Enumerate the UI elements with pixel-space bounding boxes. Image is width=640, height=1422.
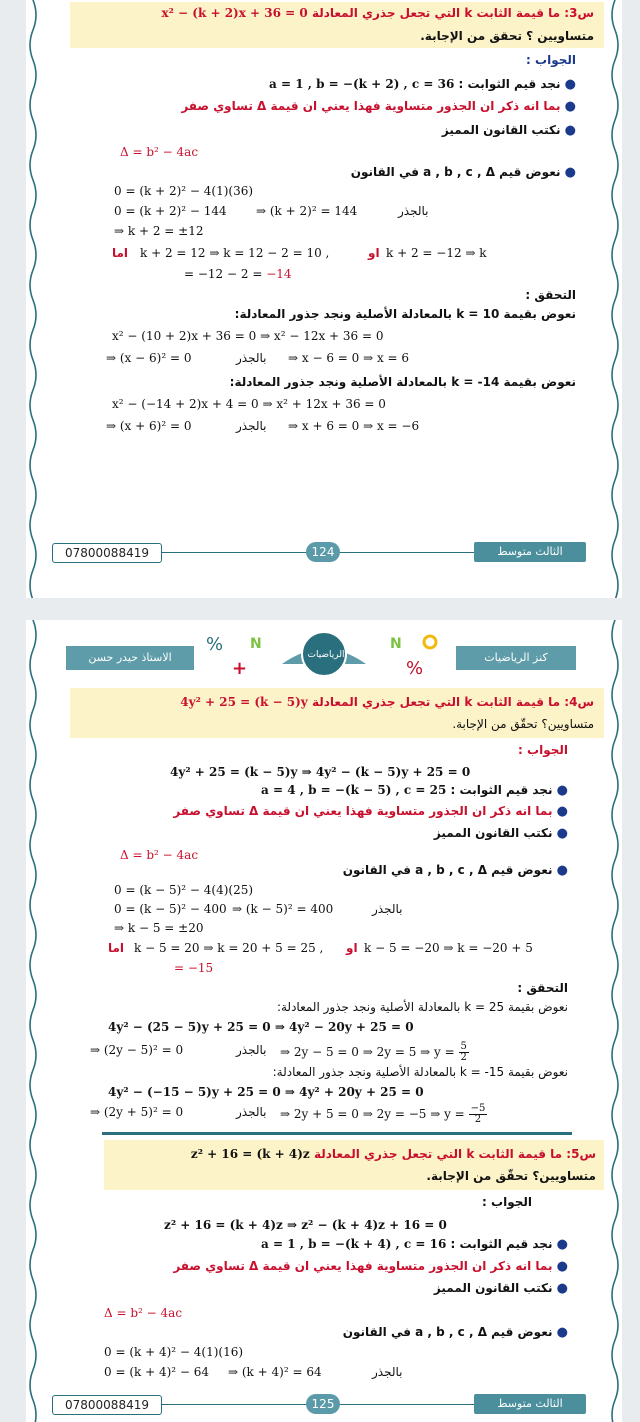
q5-root-word: بالجذر bbox=[372, 1365, 403, 1379]
check-label: التحقق : bbox=[517, 981, 568, 995]
q5-write-discriminant-line: ● نكتب القانون المميز bbox=[433, 1281, 568, 1296]
grade-label: الثالث متوسط bbox=[474, 1394, 586, 1414]
q4-step-2b: ⇒ (k − 5)² = 400 bbox=[232, 902, 334, 916]
q4-check-1-c: ⇒ 2y − 5 = 0 ⇒ 2y = 5 ⇒ y = $\frac{5}{2}$ bbox=[280, 1041, 467, 1063]
check-1-a: x² − (10 + 2)x + 36 = 0 ⇒ x² − 12x + 36 = 0 bbox=[112, 329, 384, 343]
page-125 bbox=[26, 620, 622, 1422]
fraction-5-over-2: $\frac{5}{2}$ bbox=[460, 1041, 467, 1063]
root-word: بالجذر bbox=[372, 902, 403, 916]
section-divider bbox=[102, 1132, 572, 1135]
q4-check-1-a: 4y² − (25 − 5)y + 25 = 0 ⇒ 4y² − 20y + 25 = 0 bbox=[108, 1020, 414, 1034]
either-word: اما bbox=[108, 941, 125, 955]
question-5-line2: متساويين؟ تحقّق من الإجابة. bbox=[426, 1169, 596, 1183]
q5-find-constants-line: ● نجد قيم الثوابت : a = 1 , b = −(k + 4) , c = 16 bbox=[261, 1237, 568, 1252]
question-5-equation: z² + 16 = (k + 4)z bbox=[190, 1147, 310, 1161]
question-3-title: س3: ما قيمة الثابت k التي تجعل جذري المعادلة x² − (k + 2)x + 36 = 0 bbox=[161, 6, 594, 20]
case-2: k + 2 = −12 ⇒ k bbox=[386, 246, 487, 260]
q4-step-1: 0 = (k − 5)² − 4(4)(25) bbox=[114, 883, 254, 897]
q5-substitute-line: ● نعوض قيم a , b , c , Δ في القانون bbox=[342, 1325, 568, 1340]
question-5-title: س5: ما قيمة الثابت k التي تجعل جذري المعادلة z² + 16 = (k + 4)z bbox=[190, 1147, 596, 1161]
check-2-b: ⇒ (x + 6)² = 0 bbox=[106, 419, 192, 433]
equal-roots-line: ● بما انه ذكر ان الجذور متساوية فهذا يعني ان قيمة Δ تساوي صفر bbox=[173, 804, 568, 819]
find-constants-line: ● نجد قيم الثوابت : a = 1 , b = −(k + 2) , c = 36 bbox=[269, 77, 576, 92]
step-2: 0 = (k + 2)² − 144 bbox=[114, 204, 227, 218]
check-1-heading: نعوض بقيمة k = 10 بالمعادلة الأصلية ونجد جذور المعادلة: bbox=[234, 307, 576, 321]
question-4-title: س4: ما قيمة الثابت k التي تجعل جذري المعادلة 4y² + 25 = (k − 5)y bbox=[180, 695, 594, 709]
check-1-c: ⇒ x − 6 = 0 ⇒ x = 6 bbox=[288, 351, 410, 365]
substitute-line: ● نعوض قيم a , b , c , Δ في القانون bbox=[350, 165, 576, 180]
book-banner: كنز الرياضيات bbox=[456, 646, 576, 670]
q4-case-1: k − 5 = 20 ⇒ k = 20 + 5 = 25 , bbox=[134, 941, 324, 955]
equal-roots-line: ● بما انه ذكر ان الجذور متساوية فهذا يعني ان قيمة Δ تساوي صفر bbox=[181, 99, 576, 114]
q4-case-2: k − 5 = −20 ⇒ k = −20 + 5 bbox=[364, 941, 533, 955]
q4-step-3: ⇒ k − 5 = ±20 bbox=[114, 921, 204, 935]
question-3-line2: متساويين ؟ تحقق من الإجابة. bbox=[420, 29, 594, 43]
page-number: 125 bbox=[306, 1394, 340, 1414]
q4-check-1-b: ⇒ (2y − 5)² = 0 bbox=[90, 1043, 184, 1057]
root-word-3: بالجذر bbox=[236, 419, 267, 433]
answer-label: الجواب : bbox=[526, 53, 576, 67]
write-discriminant-line: ● نكتب القانون المميز bbox=[433, 826, 568, 841]
root-word: بالجذر bbox=[398, 204, 429, 218]
right-wave-border bbox=[608, 0, 622, 598]
or-word: او bbox=[368, 246, 380, 260]
question-4-line2: متساويين؟ تحقّق من الإجابة. bbox=[452, 717, 594, 731]
plus-icon: + bbox=[232, 658, 248, 679]
left-wave-border bbox=[26, 0, 40, 598]
question-3-box bbox=[70, 2, 604, 48]
fraction-neg5-over-2: $\frac{-5}{2}$ bbox=[470, 1103, 486, 1125]
root-word-2: بالجذر bbox=[236, 1043, 267, 1057]
question-4-equation: 4y² + 25 = (k − 5)y bbox=[180, 695, 308, 709]
phone-number: 07800088419 bbox=[52, 1395, 162, 1415]
find-constants-line: ● نجد قيم الثوابت : a = 4 , b = −(k − 5) , c = 25 bbox=[261, 783, 568, 798]
case-2b: = −12 − 2 = −14 bbox=[184, 267, 292, 281]
q5-step-2: 0 = (k + 4)² − 64 bbox=[104, 1365, 210, 1379]
page-number: 124 bbox=[306, 542, 340, 562]
question-3-equation: x² − (k + 2)x + 36 = 0 bbox=[161, 6, 308, 20]
percent-icon: % bbox=[206, 634, 224, 655]
or-word: او bbox=[346, 941, 358, 955]
q5-rearranged: z² + 16 = (k + 4)z ⇒ z² − (k + 4)z + 16 = 0 bbox=[164, 1218, 447, 1232]
step-3: ⇒ k + 2 = ±12 bbox=[114, 224, 204, 238]
check-1-b: ⇒ (x − 6)² = 0 bbox=[106, 351, 192, 365]
case-1: k + 2 = 12 ⇒ k = 12 − 2 = 10 , bbox=[140, 246, 330, 260]
left-wave-border bbox=[26, 620, 40, 1422]
right-wave-border bbox=[608, 620, 622, 1422]
letter-n-icon: N bbox=[250, 636, 262, 652]
q5-discriminant-formula: Δ = b² − 4ac bbox=[104, 1306, 183, 1320]
either-word: اما bbox=[112, 246, 129, 260]
answer-label: الجواب : bbox=[518, 743, 568, 757]
page-124 bbox=[26, 0, 622, 598]
q5-equal-roots-line: ● بما انه ذكر ان الجذور متساوية فهذا يعني ان قيمة Δ تساوي صفر bbox=[173, 1259, 568, 1274]
ring-icon bbox=[424, 636, 436, 648]
case-2-result: −14 bbox=[266, 267, 292, 281]
discriminant-formula: Δ = b² − 4ac bbox=[120, 848, 199, 862]
answer-label-q5: الجواب : bbox=[482, 1195, 532, 1209]
substitute-line: ● نعوض قيم a , b , c , Δ في القانون bbox=[342, 863, 568, 878]
q4-step-2: 0 = (k − 5)² − 400 bbox=[114, 902, 227, 916]
root-word-2: بالجذر bbox=[236, 351, 267, 365]
root-word-3: بالجذر bbox=[236, 1105, 267, 1119]
step-2b: ⇒ (k + 2)² = 144 bbox=[256, 204, 358, 218]
discriminant-formula: Δ = b² − 4ac bbox=[120, 145, 199, 159]
letter-n2-icon: N bbox=[390, 636, 402, 652]
question-4-box bbox=[70, 688, 604, 738]
check-2-heading: نعوض بقيمة k = -14 بالمعادلة الأصلية ونجد جذور المعادلة: bbox=[229, 375, 576, 389]
question-5-box bbox=[104, 1140, 604, 1190]
q4-case-2b: = −15 bbox=[174, 961, 214, 975]
percent-icon-2: % bbox=[406, 658, 424, 679]
q4-check-2-a: 4y² − (−15 − 5)y + 25 = 0 ⇒ 4y² + 20y + 25 = 0 bbox=[108, 1085, 424, 1099]
q4-check-2-heading: نعوض بقيمة k = -15 بالمعادلة الأصلية ونجد جذور المعادلة: bbox=[272, 1065, 568, 1079]
write-discriminant-line: ● نكتب القانون المميز bbox=[441, 123, 576, 138]
q5-step-2b: ⇒ (k + 4)² = 64 bbox=[228, 1365, 322, 1379]
q4-rearranged: 4y² + 25 = (k − 5)y ⇒ 4y² − (k − 5)y + 25 = 0 bbox=[170, 765, 471, 779]
q4-check-2-c: ⇒ 2y + 5 = 0 ⇒ 2y = −5 ⇒ y = $\frac{-5}{2}$ bbox=[280, 1103, 486, 1125]
check-2-a: x² − (−14 + 2)x + 4 = 0 ⇒ x² + 12x + 36 = 0 bbox=[112, 397, 386, 411]
phone-number: 07800088419 bbox=[52, 543, 162, 563]
q4-check-1-heading: نعوض بقيمة k = 25 بالمعادلة الأصلية ونجد جذور المعادلة: bbox=[276, 1000, 568, 1014]
q4-check-2-b: ⇒ (2y + 5)² = 0 bbox=[90, 1105, 184, 1119]
teacher-banner: الاستاذ حيدر حسن bbox=[66, 646, 194, 670]
logo-text: الرياضيات bbox=[307, 650, 345, 660]
q5-step-1: 0 = (k + 4)² − 4(1)(16) bbox=[104, 1345, 244, 1359]
check-2-c: ⇒ x + 6 = 0 ⇒ x = −6 bbox=[288, 419, 420, 433]
step-1: 0 = (k + 2)² − 4(1)(36) bbox=[114, 184, 254, 198]
grade-label: الثالث متوسط bbox=[474, 542, 586, 562]
check-label: التحقق : bbox=[525, 288, 576, 302]
